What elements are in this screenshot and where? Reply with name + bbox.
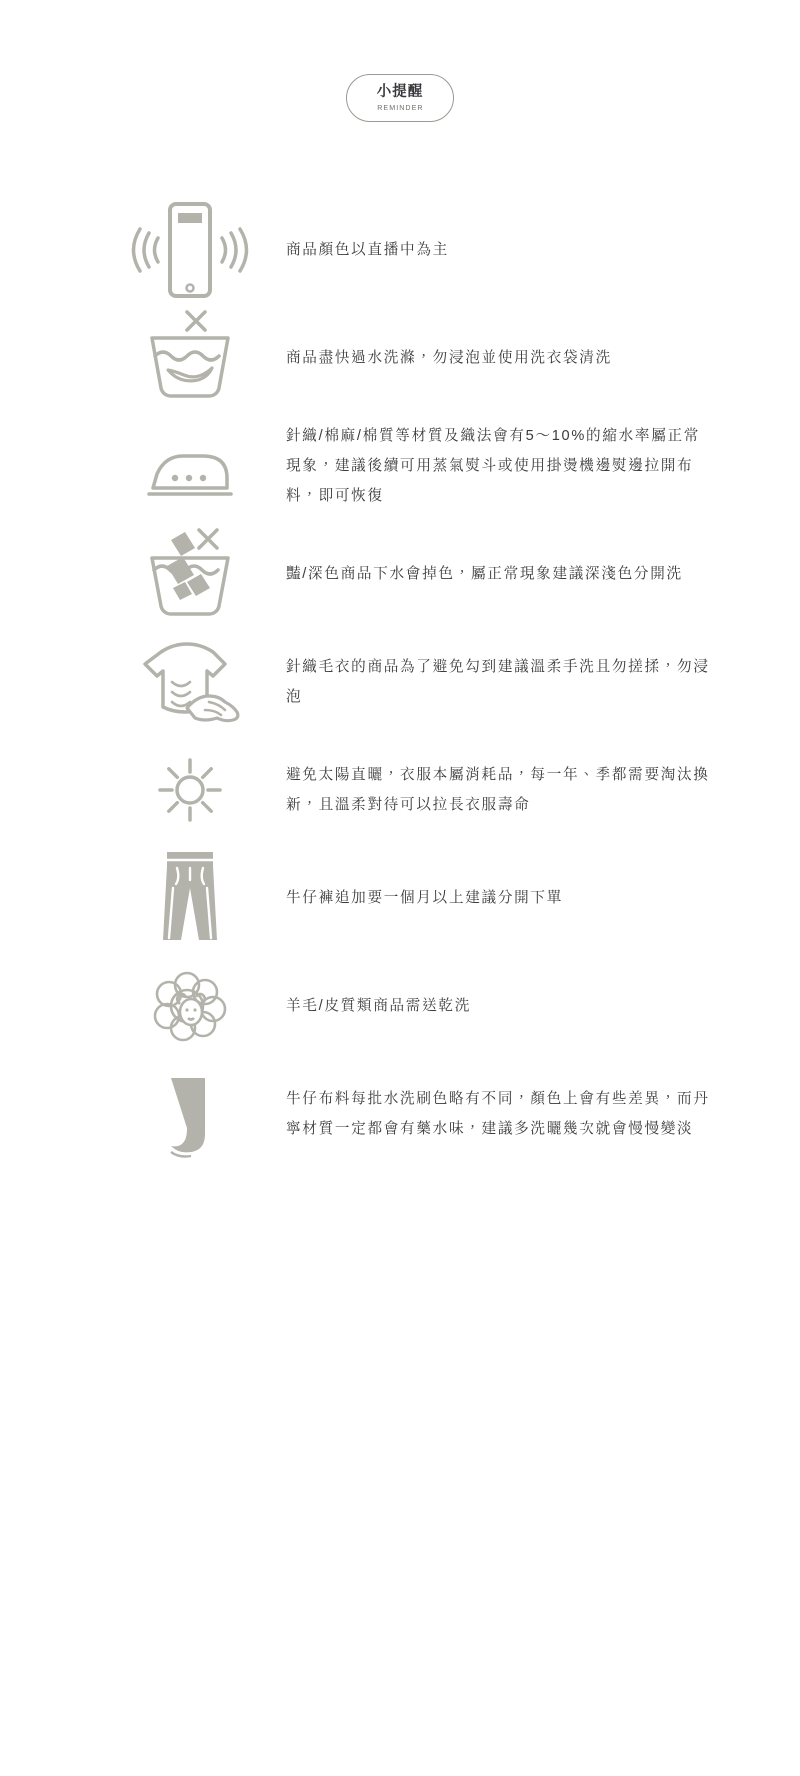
- list-item-text: [260, 991, 774, 1021]
- page-header: [0, 0, 800, 122]
- list-item: [0, 196, 800, 304]
- no-soak-wash-basin-icon: [120, 306, 260, 410]
- list-item-text: [260, 559, 774, 589]
- list-item: [0, 520, 800, 628]
- badge-title: 小提醒: [376, 84, 424, 100]
- list-item: [0, 412, 800, 520]
- steam-iron-icon: [120, 414, 260, 518]
- item-text: 羊毛/皮質類商品需送乾洗: [286, 998, 471, 1014]
- list-item-text: [260, 343, 774, 373]
- item-text: 商品顏色以直播中為主: [286, 242, 449, 258]
- item-text: 針織/棉麻/棉質等材質及織法會有5～10%的縮水率屬正常現象，建議後續可用蒸氣熨斗或使用掛燙機邊熨邊拉開布料，即可恢復: [286, 428, 701, 504]
- item-text: 牛仔布料每批水洗刷色略有不同，顏色上會有些差異，而丹寧材質一定都會有藥水味，建議多洗曬幾次就會慢慢變淡: [286, 1091, 710, 1137]
- list-item-text: [260, 421, 774, 511]
- list-item: [0, 844, 800, 952]
- item-text: 牛仔褲追加要一個月以上建議分開下單: [286, 890, 563, 906]
- sun-no-direct-sunlight-icon: [120, 738, 260, 842]
- list-item-text: [260, 760, 774, 820]
- item-text: 豔/深色商品下水會掉色，屬正常現象建議深淺色分開洗: [286, 566, 683, 582]
- phone-live-stream-icon: [120, 198, 260, 302]
- badge-subtitle: REMINDER: [376, 102, 424, 112]
- item-text: 避免太陽直曬，衣服本屬消耗品，每一年、季都需要淘汰換新，且溫柔對待可以拉長衣服壽命: [286, 767, 710, 813]
- list-item-text: [260, 883, 774, 913]
- item-text: 針織毛衣的商品為了避免勾到建議溫柔手洗且勿搓揉，勿浸泡: [286, 659, 710, 705]
- list-item-text: [260, 235, 774, 265]
- list-item: [0, 304, 800, 412]
- list-item-text: [260, 1084, 774, 1144]
- list-item: [0, 952, 800, 1060]
- hand-wash-sweater-icon: [120, 630, 260, 734]
- reminder-badge: [346, 74, 454, 122]
- reminder-list: [0, 196, 800, 1228]
- list-item: [0, 628, 800, 736]
- item-text: 商品盡快過水洗滌，勿浸泡並使用洗衣袋清洗: [286, 350, 612, 366]
- list-item: [0, 1060, 800, 1168]
- list-item: [0, 736, 800, 844]
- list-item-text: [260, 652, 774, 712]
- color-bleed-basin-icon: [120, 522, 260, 626]
- sheep-wool-icon: [120, 954, 260, 1058]
- denim-fabric-swatch-icon: [120, 1062, 260, 1166]
- jeans-icon: [120, 844, 260, 952]
